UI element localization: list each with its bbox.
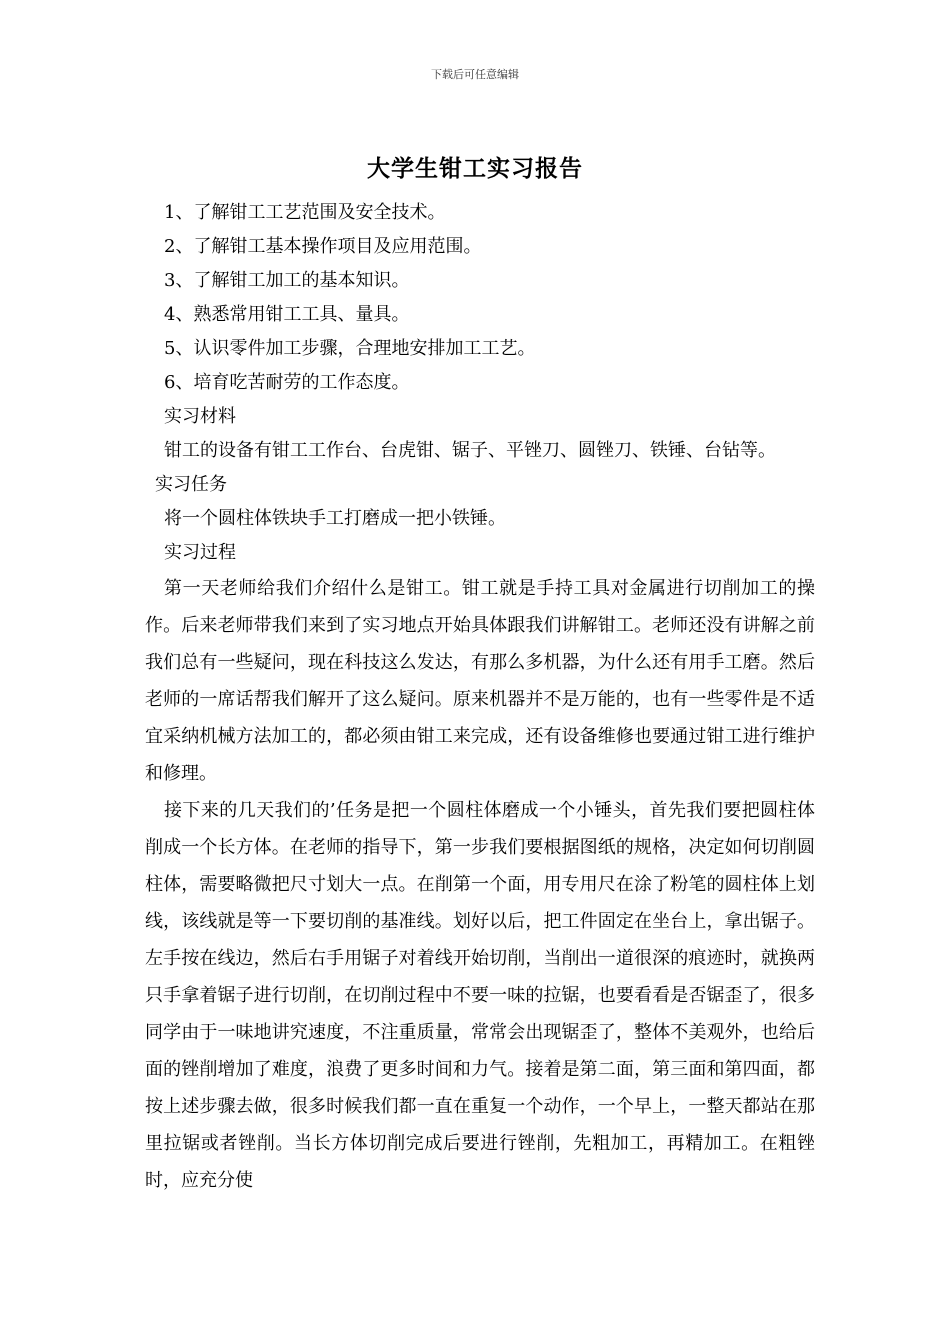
process-heading: 实习过程 <box>164 542 236 563</box>
process-paragraph: 接下来的几天我们的’任务是把一个圆柱体磨成一个小锤头，首先我们要把圆柱体削成一个长方体。在老师的指导下，第一步我们要根据图纸的规格，决定如何切削圆柱体，需要略微把尺寸划大一点。在削第一个面，用专用尺在涂了粉笔的圆柱体上划线，该线就是等一下要切削的基准线。划好以后，把工件固定在坐台上，拿出锯子。左手按在线边，然后右手用锯子对着线开始切削，当削出一道很深的痕迹时，就换两只手拿着锯子进行切削，在切削过程中不要一味的拉锯，也要看看是否锯歪了，很多同学由于一味地讲究速度，不注重质量，常常会出现锯歪了，整体不美观外，也给后面的锉削增加了难度，浪费了更多时间和力气。接着是第二面，第三面和第四面，都按上述步骤去做，很多时候我们都一直在重复一个动作，一个早上，一整天都站在那里拉锯或者锉削。当长方体切削完成后要进行锉削，先粗加工，再精加工。在粗锉时，应充分使 <box>145 800 815 1191</box>
objective-item: 1、了解钳工工艺范围及安全技术。 <box>164 202 446 223</box>
header-note: 下载后可任意编辑 <box>431 68 519 81</box>
document-title: 大学生钳工实习报告 <box>367 156 583 182</box>
objective-item: 2、了解钳工基本操作项目及应用范围。 <box>164 236 482 257</box>
process-paragraph: 第一天老师给我们介绍什么是钳工。钳工就是手持工具对金属进行切削加工的操作。后来老师带我们来到了实习地点开始具体跟我们讲解钳工。老师还没有讲解之前我们总有一些疑问，现在科技这么发达，有那么多机器，为什么还有用手工磨。然后老师的一席话帮我们解开了这么疑问。原来机器并不是万能的，也有一些零件是不适宜采纳机械方法加工的，都必须由钳工来完成，还有设备维修也要通过钳工进行维护和修理。 <box>145 578 815 784</box>
document-body <box>145 196 815 1199</box>
objective-item: 3、了解钳工加工的基本知识。 <box>164 270 410 291</box>
task-text: 将一个圆柱体铁块手工打磨成一把小铁锤。 <box>164 508 506 529</box>
task-heading: 实习任务 <box>155 474 227 495</box>
objective-item: 6、培育吃苦耐劳的工作态度。 <box>164 372 410 393</box>
objective-item: 5、认识零件加工步骤，合理地安排加工工艺。 <box>164 338 536 359</box>
materials-heading: 实习材料 <box>164 406 236 427</box>
materials-text: 钳工的设备有钳工工作台、台虎钳、锯子、平锉刀、圆锉刀、铁锤、台钻等。 <box>164 440 776 461</box>
objective-item: 4、熟悉常用钳工工具、量具。 <box>164 304 410 325</box>
